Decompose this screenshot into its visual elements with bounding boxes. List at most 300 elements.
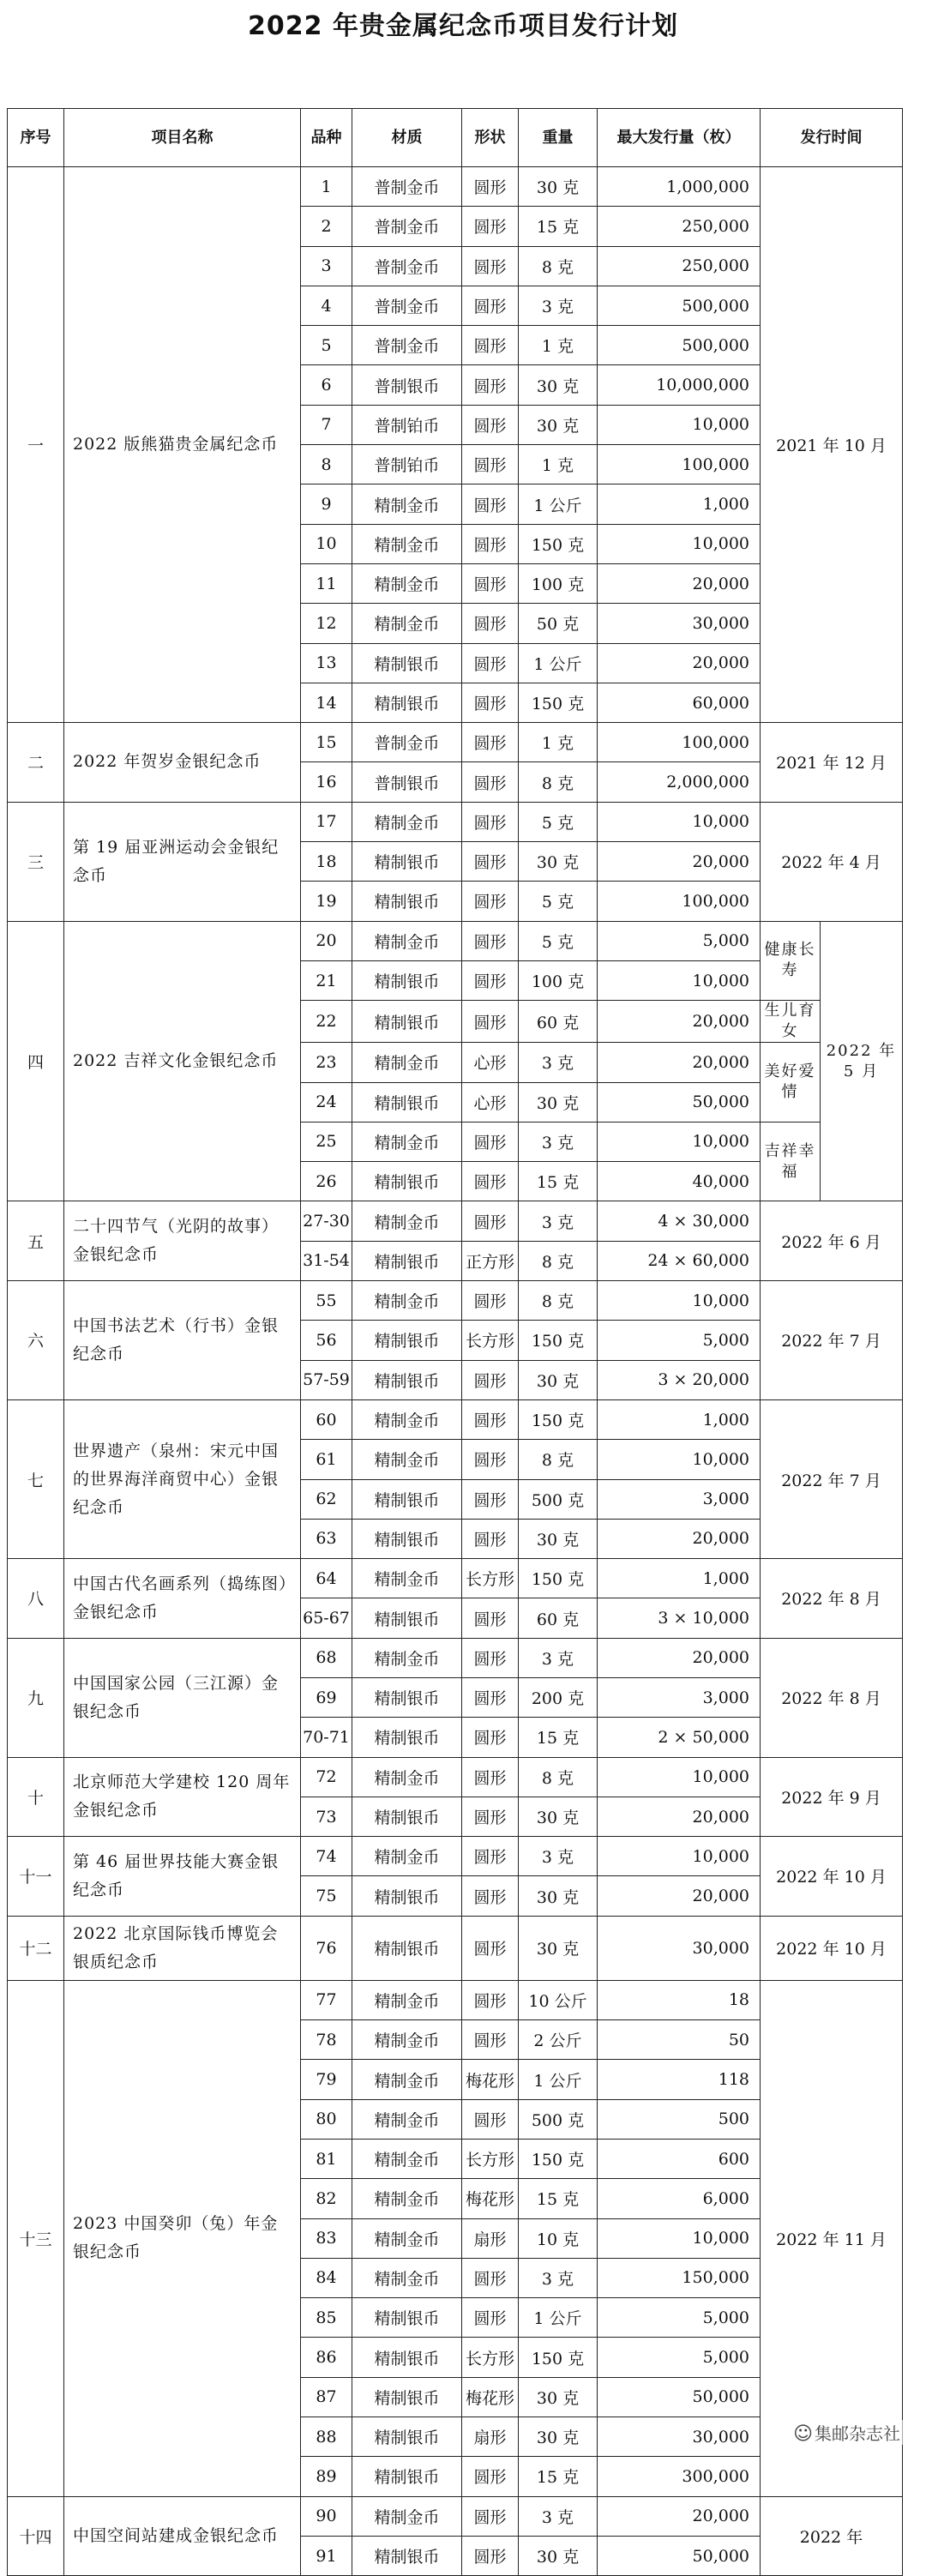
shape: 圆形 [462, 1399, 519, 1439]
variety-no: 78 [301, 2020, 352, 2060]
group-issue-date: 2022 年 11 月 [761, 1980, 903, 2496]
weight: 30 克 [519, 1082, 598, 1122]
material: 精制银币 [352, 643, 462, 683]
material: 精制银币 [352, 1916, 462, 1980]
header-max-issue: 最大发行量（枚） [598, 109, 761, 167]
variety-no: 23 [301, 1043, 352, 1082]
shape: 圆形 [462, 1440, 519, 1479]
material: 精制金币 [352, 1837, 462, 1876]
material: 普制金币 [352, 326, 462, 365]
material: 精制金币 [352, 2099, 462, 2139]
variety-no: 80 [301, 2099, 352, 2139]
weight: 150 克 [519, 2338, 598, 2377]
weight: 30 克 [519, 2417, 598, 2457]
variety-no: 83 [301, 2218, 352, 2258]
shape: 圆形 [462, 405, 519, 444]
max-issue: 2 × 50,000 [598, 1718, 761, 1757]
variety-no: 63 [301, 1519, 352, 1558]
max-issue: 30,000 [598, 2417, 761, 2457]
max-issue: 30,000 [598, 604, 761, 643]
weight: 1 克 [519, 445, 598, 485]
shape: 圆形 [462, 1479, 519, 1519]
weight: 30 克 [519, 405, 598, 444]
variety-no: 9 [301, 485, 352, 524]
header-variety: 品种 [301, 109, 352, 167]
variety-no: 31-54 [301, 1241, 352, 1280]
material: 精制金币 [352, 1399, 462, 1439]
sub-theme: 吉祥幸福 [761, 1122, 821, 1201]
variety-no: 22 [301, 1001, 352, 1043]
wechat-icon: ☺ [793, 2423, 813, 2445]
weight: 30 克 [519, 2377, 598, 2417]
group-name: 中国古代名画系列（捣练图）金银纪念币 [64, 1559, 301, 1639]
weight: 150 克 [519, 524, 598, 563]
max-issue: 5,000 [598, 2338, 761, 2377]
shape: 长方形 [462, 2338, 519, 2377]
group-seq: 九 [8, 1638, 64, 1757]
max-issue: 150,000 [598, 2258, 761, 2297]
max-issue: 1,000 [598, 1399, 761, 1439]
weight: 8 克 [519, 1281, 598, 1321]
max-issue: 250,000 [598, 246, 761, 286]
weight: 200 克 [519, 1677, 598, 1717]
weight: 150 克 [519, 683, 598, 722]
weight: 15 克 [519, 1718, 598, 1757]
variety-no: 2 [301, 207, 352, 246]
max-issue: 20,000 [598, 563, 761, 603]
shape: 圆形 [462, 286, 519, 325]
max-issue: 50,000 [598, 2536, 761, 2575]
max-issue: 3,000 [598, 1479, 761, 1519]
material: 精制银币 [352, 1519, 462, 1558]
weight: 60 克 [519, 1598, 598, 1638]
table-row [8, 167, 903, 207]
shape: 圆形 [462, 2298, 519, 2338]
shape: 扇形 [462, 2417, 519, 2457]
material: 精制金币 [352, 1122, 462, 1161]
material: 精制金币 [352, 604, 462, 643]
weight: 8 克 [519, 1241, 598, 1280]
weight: 1 公斤 [519, 643, 598, 683]
shape: 梅花形 [462, 2060, 519, 2099]
group-name: 中国书法艺术（行书）金银纪念币 [64, 1281, 301, 1400]
shape: 圆形 [462, 524, 519, 563]
max-issue: 1,000 [598, 1559, 761, 1598]
variety-no: 19 [301, 882, 352, 921]
table-row [8, 1399, 903, 1439]
max-issue: 20,000 [598, 1043, 761, 1082]
weight: 8 克 [519, 1440, 598, 1479]
variety-no: 20 [301, 921, 352, 960]
material: 普制金币 [352, 246, 462, 286]
max-issue: 1,000 [598, 485, 761, 524]
material: 精制金币 [352, 2020, 462, 2060]
shape: 圆形 [462, 1162, 519, 1201]
group-issue-date: 2022 年 9 月 [761, 1757, 903, 1837]
shape: 圆形 [462, 1677, 519, 1717]
shape: 梅花形 [462, 2377, 519, 2417]
variety-no: 79 [301, 2060, 352, 2099]
group-name: 2023 中国癸卯（兔）年金银纪念币 [64, 1980, 301, 2496]
shape: 圆形 [462, 1876, 519, 1916]
variety-no: 62 [301, 1479, 352, 1519]
max-issue: 20,000 [598, 643, 761, 683]
variety-no: 7 [301, 405, 352, 444]
max-issue: 10,000 [598, 1122, 761, 1161]
material: 精制金币 [352, 1559, 462, 1598]
table-row [8, 1757, 903, 1797]
table-row [8, 1559, 903, 1598]
shape: 圆形 [462, 1001, 519, 1043]
shape: 圆形 [462, 683, 519, 722]
page-title: 2022 年贵金属纪念币项目发行计划 [248, 11, 678, 41]
group-name: 中国空间站建成金银纪念币 [64, 2496, 301, 2576]
group-seq: 一 [8, 167, 64, 723]
group-seq: 七 [8, 1399, 64, 1558]
material: 精制银币 [352, 2417, 462, 2457]
shape: 圆形 [462, 1122, 519, 1161]
header-issue-date: 发行时间 [761, 109, 903, 167]
weight: 8 克 [519, 762, 598, 802]
variety-no: 24 [301, 1082, 352, 1122]
variety-no: 55 [301, 1281, 352, 1321]
material: 普制银币 [352, 762, 462, 802]
table-row [8, 921, 903, 960]
max-issue: 30,000 [598, 1916, 761, 1980]
group-seq: 三 [8, 802, 64, 921]
material: 精制银币 [352, 1677, 462, 1717]
group-issue-date: 2022 年 8 月 [761, 1638, 903, 1757]
max-issue: 10,000 [598, 2218, 761, 2258]
variety-no: 25 [301, 1122, 352, 1161]
table-row [8, 2496, 903, 2536]
material: 精制银币 [352, 2298, 462, 2338]
weight: 1 公斤 [519, 485, 598, 524]
variety-no: 16 [301, 762, 352, 802]
variety-no: 89 [301, 2457, 352, 2496]
variety-no: 86 [301, 2338, 352, 2377]
max-issue: 4 × 30,000 [598, 1201, 761, 1241]
group-name: 中国国家公园（三江源）金银纪念币 [64, 1638, 301, 1757]
shape: 圆形 [462, 246, 519, 286]
variety-no: 57-59 [301, 1360, 352, 1399]
max-issue: 50 [598, 2020, 761, 2060]
shape: 扇形 [462, 2218, 519, 2258]
weight: 30 克 [519, 1916, 598, 1980]
weight: 1 公斤 [519, 2298, 598, 2338]
weight: 15 克 [519, 207, 598, 246]
material: 精制金币 [352, 2496, 462, 2536]
weight: 150 克 [519, 1559, 598, 1598]
weight: 10 克 [519, 2218, 598, 2258]
group-issue-date: 2022 年 8 月 [761, 1559, 903, 1639]
weight: 15 克 [519, 1162, 598, 1201]
group-issue-date: 2022 年 7 月 [761, 1399, 903, 1558]
shape: 圆形 [462, 1360, 519, 1399]
table-header-row [8, 109, 903, 167]
group-name: 世界遗产（泉州：宋元中国的世界海洋商贸中心）金银纪念币 [64, 1399, 301, 1558]
weight: 8 克 [519, 246, 598, 286]
header-weight: 重量 [519, 109, 598, 167]
material: 精制金币 [352, 1980, 462, 2019]
max-issue: 500,000 [598, 326, 761, 365]
weight: 30 克 [519, 1360, 598, 1399]
variety-no: 64 [301, 1559, 352, 1598]
material: 精制金币 [352, 2139, 462, 2178]
max-issue: 5,000 [598, 2298, 761, 2338]
max-issue: 2,000,000 [598, 762, 761, 802]
variety-no: 77 [301, 1980, 352, 2019]
variety-no: 73 [301, 1797, 352, 1836]
weight: 3 克 [519, 1043, 598, 1082]
header-seq: 序号 [8, 109, 64, 167]
weight: 500 克 [519, 1479, 598, 1519]
shape: 圆形 [462, 1757, 519, 1797]
material: 精制金币 [352, 1201, 462, 1241]
group-seq: 十二 [8, 1916, 64, 1980]
material: 精制银币 [352, 1876, 462, 1916]
variety-no: 17 [301, 802, 352, 841]
shape: 圆形 [462, 445, 519, 485]
variety-no: 88 [301, 2417, 352, 2457]
group-issue-date: 2021 年 10 月 [761, 167, 903, 723]
variety-no: 75 [301, 1876, 352, 1916]
group-seq: 十 [8, 1757, 64, 1837]
shape: 圆形 [462, 2496, 519, 2536]
weight: 150 克 [519, 1321, 598, 1360]
material: 精制银币 [352, 960, 462, 1000]
shape: 圆形 [462, 762, 519, 802]
max-issue: 250,000 [598, 207, 761, 246]
group-seq: 八 [8, 1559, 64, 1639]
table-row [8, 1837, 903, 1876]
group-issue-date: 2021 年 12 月 [761, 723, 903, 803]
weight: 15 克 [519, 2179, 598, 2218]
weight: 60 克 [519, 1001, 598, 1043]
weight: 30 克 [519, 2536, 598, 2575]
max-issue: 600 [598, 2139, 761, 2178]
shape: 圆形 [462, 167, 519, 207]
variety-no: 81 [301, 2139, 352, 2178]
max-issue: 10,000 [598, 1757, 761, 1797]
variety-no: 65-67 [301, 1598, 352, 1638]
material: 精制银币 [352, 2457, 462, 2496]
material: 精制金币 [352, 563, 462, 603]
shape: 长方形 [462, 1559, 519, 1598]
material: 精制银币 [352, 1479, 462, 1519]
variety-no: 10 [301, 524, 352, 563]
weight: 1 克 [519, 723, 598, 762]
material: 精制银币 [352, 1718, 462, 1757]
shape: 圆形 [462, 2020, 519, 2060]
max-issue: 50,000 [598, 1082, 761, 1122]
max-issue: 118 [598, 2060, 761, 2099]
variety-no: 84 [301, 2258, 352, 2297]
weight: 100 克 [519, 563, 598, 603]
material: 精制金币 [352, 2258, 462, 2297]
variety-no: 69 [301, 1677, 352, 1717]
max-issue: 20,000 [598, 1797, 761, 1836]
max-issue: 20,000 [598, 2496, 761, 2536]
variety-no: 21 [301, 960, 352, 1000]
variety-no: 85 [301, 2298, 352, 2338]
material: 精制金币 [352, 524, 462, 563]
material: 精制银币 [352, 1082, 462, 1122]
weight: 30 克 [519, 1876, 598, 1916]
weight: 1 公斤 [519, 2060, 598, 2099]
group-seq: 五 [8, 1201, 64, 1281]
variety-no: 27-30 [301, 1201, 352, 1241]
shape: 圆形 [462, 1916, 519, 1980]
weight: 30 克 [519, 1797, 598, 1836]
group-seq: 六 [8, 1281, 64, 1400]
group-name: 北京师范大学建校 120 周年金银纪念币 [64, 1757, 301, 1837]
shape: 圆形 [462, 326, 519, 365]
max-issue: 18 [598, 1980, 761, 2019]
variety-no: 26 [301, 1162, 352, 1201]
material: 精制金币 [352, 2060, 462, 2099]
shape: 圆形 [462, 1598, 519, 1638]
shape: 圆形 [462, 2258, 519, 2297]
material: 普制金币 [352, 167, 462, 207]
max-issue: 20,000 [598, 1519, 761, 1558]
variety-no: 4 [301, 286, 352, 325]
shape: 心形 [462, 1043, 519, 1082]
variety-no: 11 [301, 563, 352, 603]
shape: 圆形 [462, 1980, 519, 2019]
material: 普制铂币 [352, 445, 462, 485]
weight: 3 克 [519, 286, 598, 325]
variety-no: 68 [301, 1638, 352, 1677]
variety-no: 56 [301, 1321, 352, 1360]
max-issue: 10,000,000 [598, 365, 761, 405]
table-row [8, 1201, 903, 1241]
header-shape: 形状 [462, 109, 519, 167]
max-issue: 60,000 [598, 683, 761, 722]
shape: 圆形 [462, 1519, 519, 1558]
material: 精制银币 [352, 842, 462, 882]
max-issue: 1,000,000 [598, 167, 761, 207]
weight: 30 克 [519, 167, 598, 207]
variety-no: 87 [301, 2377, 352, 2417]
weight: 5 克 [519, 921, 598, 960]
shape: 圆形 [462, 1837, 519, 1876]
material: 精制银币 [352, 1797, 462, 1836]
weight: 30 克 [519, 1519, 598, 1558]
weight: 30 克 [519, 365, 598, 405]
group-seq: 四 [8, 921, 64, 1201]
shape: 圆形 [462, 2536, 519, 2575]
max-issue: 10,000 [598, 524, 761, 563]
shape: 圆形 [462, 643, 519, 683]
max-issue: 40,000 [598, 1162, 761, 1201]
variety-no: 90 [301, 2496, 352, 2536]
variety-no: 8 [301, 445, 352, 485]
max-issue: 24 × 60,000 [598, 1241, 761, 1280]
variety-no: 1 [301, 167, 352, 207]
watermark [790, 2420, 904, 2445]
max-issue: 6,000 [598, 2179, 761, 2218]
group-name: 第 19 届亚洲运动会金银纪念币 [64, 802, 301, 921]
max-issue: 100,000 [598, 882, 761, 921]
shape: 圆形 [462, 1201, 519, 1241]
max-issue: 500 [598, 2099, 761, 2139]
shape: 圆形 [462, 921, 519, 960]
weight: 3 克 [519, 2258, 598, 2297]
max-issue: 10,000 [598, 960, 761, 1000]
material: 精制银币 [352, 1598, 462, 1638]
group-issue-date: 2022 年 7 月 [761, 1281, 903, 1400]
group-seq: 十四 [8, 2496, 64, 2576]
material: 普制银币 [352, 365, 462, 405]
material: 精制金币 [352, 1757, 462, 1797]
group-issue-date: 2022 年 6 月 [761, 1201, 903, 1281]
header-name: 项目名称 [64, 109, 301, 167]
max-issue: 10,000 [598, 1281, 761, 1321]
max-issue: 20,000 [598, 842, 761, 882]
shape: 圆形 [462, 207, 519, 246]
weight: 8 克 [519, 1757, 598, 1797]
group-seq: 十三 [8, 1980, 64, 2496]
material: 精制金币 [352, 1638, 462, 1677]
weight: 10 公斤 [519, 1980, 598, 2019]
material: 精制金币 [352, 1440, 462, 1479]
weight: 2 公斤 [519, 2020, 598, 2060]
max-issue: 50,000 [598, 2377, 761, 2417]
max-issue: 10,000 [598, 405, 761, 444]
weight: 3 克 [519, 1638, 598, 1677]
group-issue-date: 2022 年 10 月 [761, 1837, 903, 1917]
table-body [8, 167, 903, 2576]
weight: 3 克 [519, 2496, 598, 2536]
shape: 圆形 [462, 802, 519, 841]
material: 普制金币 [352, 723, 462, 762]
table-row [8, 1281, 903, 1321]
weight: 150 克 [519, 2139, 598, 2178]
weight: 3 克 [519, 1122, 598, 1161]
variety-no: 14 [301, 683, 352, 722]
group-seq: 二 [8, 723, 64, 803]
shape: 正方形 [462, 1241, 519, 1280]
coin-plan-table [7, 108, 903, 2576]
table-row [8, 723, 903, 762]
max-issue: 20,000 [598, 1638, 761, 1677]
weight: 30 克 [519, 842, 598, 882]
shape: 圆形 [462, 882, 519, 921]
group-name: 2022 吉祥文化金银纪念币 [64, 921, 301, 1201]
variety-no: 76 [301, 1916, 352, 1980]
shape: 圆形 [462, 1797, 519, 1836]
shape: 圆形 [462, 365, 519, 405]
material: 精制银币 [352, 1162, 462, 1201]
weight: 3 克 [519, 1837, 598, 1876]
material: 精制金币 [352, 485, 462, 524]
max-issue: 500,000 [598, 286, 761, 325]
material: 精制银币 [352, 1241, 462, 1280]
variety-no: 12 [301, 604, 352, 643]
material: 普制金币 [352, 286, 462, 325]
material: 精制金币 [352, 802, 462, 841]
weight: 3 克 [519, 1201, 598, 1241]
variety-no: 3 [301, 246, 352, 286]
shape: 圆形 [462, 1638, 519, 1677]
group-issue-date: 2022 年 10 月 [761, 1916, 903, 1980]
group-name: 二十四节气（光阴的故事）金银纪念币 [64, 1201, 301, 1281]
material: 精制银币 [352, 1360, 462, 1399]
group-name: 2022 年贺岁金银纪念币 [64, 723, 301, 803]
shape: 长方形 [462, 1321, 519, 1360]
max-issue: 3 × 10,000 [598, 1598, 761, 1638]
